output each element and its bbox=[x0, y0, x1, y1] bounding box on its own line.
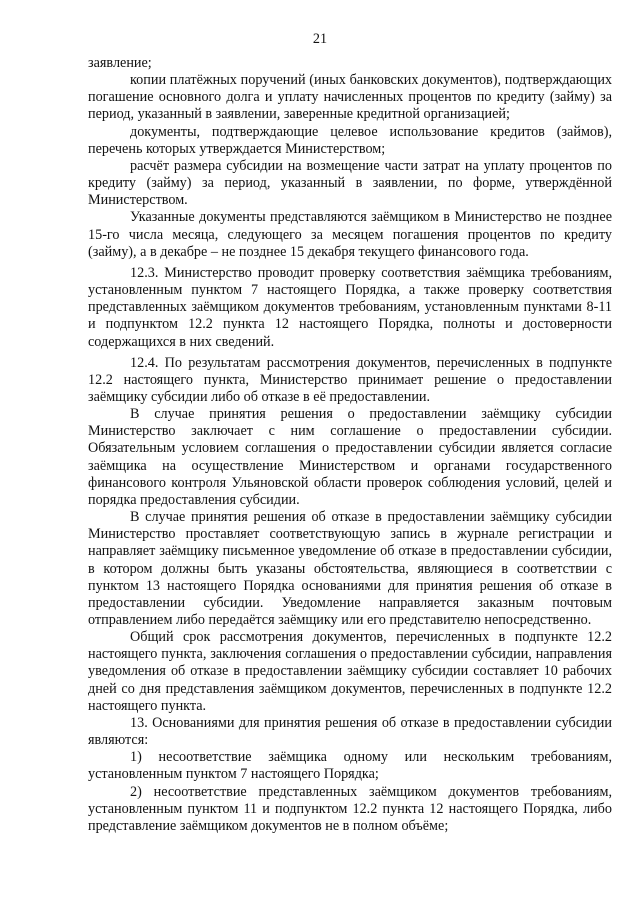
paragraph-subsidy-calculation: расчёт размера субсидии на возмещение части затрат на уплату процентов по кредиту (займу) за период, указанный в заявлении, по форме, утверждённой Министерством. bbox=[88, 157, 612, 209]
paragraph-application: заявление; bbox=[88, 55, 152, 71]
paragraph-12-3: 12.3. Министерство проводит проверку соответствия заёмщика требованиям, установленным пунктом 7 настоящего Порядка, а также проверку соответствия представленных заёмщиком документов требованиям, установленным пунктами 8-11 и подпунктом 12.2 пункта 12 настоящего Порядка, полноты и достоверности содержащихся в них сведений. bbox=[88, 264, 612, 350]
paragraph-13-grounds: 13. Основаниями для принятия решения об отказе в предоставлении субсидии являются: bbox=[88, 714, 612, 749]
paragraph-target-use-docs: документы, подтверждающие целевое использование кредитов (займов), перечень которых утверждается Министерством; bbox=[88, 123, 612, 157]
paragraph-payment-copies: копии платёжных поручений (иных банковских документов), подтверждающих погашение основного долга и уплату начисленных процентов по кредиту (займу) за период, указанный в заявлении, заверенные кредитной организацией; bbox=[88, 72, 612, 123]
paragraph-13-item-2: 2) несоответствие представленных заёмщиком документов требованиям, установленным пунктом 11 и подпунктом 12.2 пункта 12 настоящего Порядка, либо представление заёмщиком документов не в полном объёме; bbox=[88, 783, 612, 834]
paragraph-review-term: Общий срок рассмотрения документов, перечисленных в подпункте 12.2 настоящего пункта, заключения соглашения о предоставлении субсидии, направления уведомления об отказе в предоставлении заёмщику субсидии составляет 10 рабочих дней со дня представления заёмщиком документов, перечисленных в подпункте 12.2 настоящего пункта. bbox=[88, 629, 612, 714]
paragraph-refusal-notice: В случае принятия решения об отказе в предоставлении заёмщику субсидии Министерство проставляет соответствующую запись в журнале регистрации и направляет заёмщику письменное уведомление об отказе в предоставлении субсидии, в котором должны быть указаны обстоятельства, являющиеся в соответствии с пунктом 13 настоящего Порядка основаниями для принятия решения об отказе в предоставлении субсидии. Уведомление направляется заказным почтовым отправлением либо передаётся заёмщику или его представителю непосредственно. bbox=[88, 509, 612, 628]
paragraph-agreement: В случае принятия решения о предоставлении заёмщику субсидии Министерство заключает с ним соглашение о предоставлении субсидии. Обязательным условием соглашения о предоставлении субсидии является согласие заёмщика на осуществление Министерством и органами государственного финансового контроля Ульяновской области проверок соблюдения условий, целей и порядка предоставления субсидии. bbox=[88, 406, 612, 508]
paragraph-12-4: 12.4. По результатам рассмотрения документов, перечисленных в подпункте 12.2 настоящего пункта, Министерство принимает решение о предоставлении заёмщику субсидии либо об отказе в её предоставлении. bbox=[88, 354, 612, 405]
paragraph-13-item-1: 1) несоответствие заёмщика одному или нескольким требованиям, установленным пунктом 7 настоящего Порядка; bbox=[88, 749, 612, 783]
paragraph-submission-deadline: Указанные документы представляются заёмщиком в Министерство не позднее 15-го числа месяца, следующего за месяцем погашения процентов по кредиту (займу), а в декабре – не позднее 15 декабря текущего финансового года. bbox=[88, 209, 612, 260]
document-body bbox=[88, 55, 612, 835]
page-number: 21 bbox=[312, 31, 328, 47]
